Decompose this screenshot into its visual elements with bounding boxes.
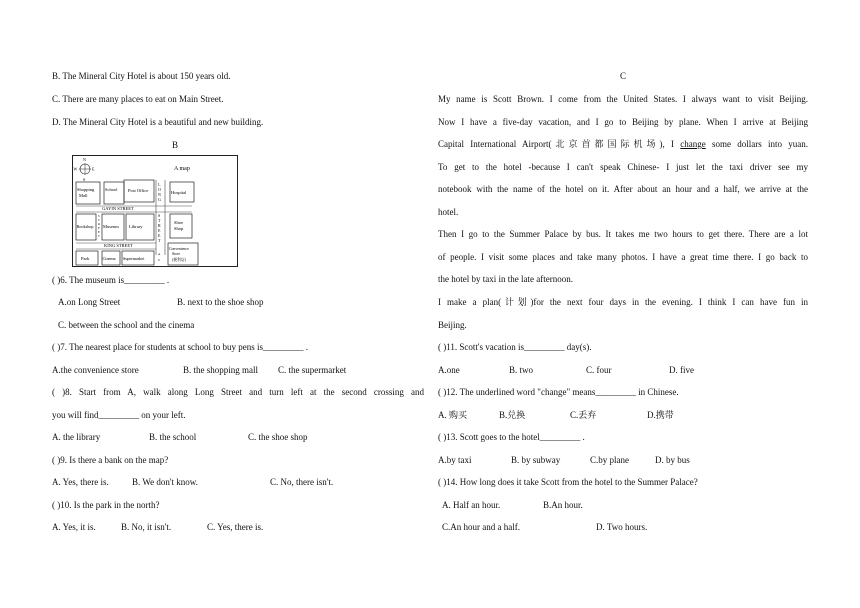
q12-option-c: C.丢弃: [570, 410, 597, 420]
map-park: Park: [81, 256, 90, 261]
convenience-label-1: Convenience: [169, 247, 189, 251]
q10-option-a: A. Yes, it is.: [52, 522, 96, 532]
svg-text:O: O: [158, 187, 161, 192]
gayin-street-label: GAYIN STREET: [102, 206, 134, 211]
svg-text:R: R: [158, 223, 161, 228]
svg-text:N: N: [158, 192, 161, 197]
svg-text:R: R: [98, 222, 101, 226]
svg-text:G: G: [158, 197, 161, 202]
question-8-line-2: you will find_________ on your left.: [52, 410, 186, 420]
q7-option-b: B. the shopping mall: [183, 365, 258, 375]
svg-text:E: E: [98, 230, 100, 234]
svg-text:L: L: [158, 182, 161, 187]
question-7: ( )7. The nearest place for students at school to buy pens is_________ .: [52, 342, 309, 352]
passage-line-1: My name is Scott Brown. I come from the United States. I always want to visit Beijing.: [438, 94, 808, 104]
passage-line-2: Now I have a five-day vacation, and I go to Beijing by plane. When I arrive at Beijing: [438, 117, 808, 127]
shoe-shop-label-1: Shoe: [174, 220, 183, 225]
option-c: C. There are many places to eat on Main Street.: [52, 94, 224, 104]
map-bookshop: Bookshop: [76, 224, 94, 229]
q10-option-b: B. No, it isn't.: [121, 522, 172, 532]
q11-option-d: D. five: [669, 365, 694, 375]
q9-option-a: A. Yes, there is.: [52, 477, 109, 487]
q12-option-d: D.携带: [647, 410, 674, 420]
q13-option-c: C.by plane: [590, 455, 629, 465]
svg-text:E: E: [158, 233, 161, 238]
map-hospital: Hospital: [171, 190, 187, 195]
passage-line-8: of people. I visit some places and take many photos. I have a great time there. I go back to: [438, 252, 808, 262]
compass-e: E: [92, 166, 95, 172]
q8-option-b: B. the school: [149, 432, 197, 442]
q8-option-a: A. the library: [52, 432, 101, 442]
section-b-heading: B: [172, 140, 179, 150]
passage-line-6: hotel.: [438, 207, 459, 217]
map-supermarket: Supermarket: [123, 256, 145, 261]
q12-option-b: B.兑换: [499, 410, 526, 420]
q11-option-b: B. two: [509, 365, 534, 375]
street-map: [72, 155, 238, 267]
passage-line-3: Capital International Airport(北京首都国际机场), I change some dollars into yuan.: [438, 139, 808, 149]
svg-text:T: T: [158, 238, 161, 243]
q11-option-a: A.one: [438, 365, 460, 375]
compass-s: S: [83, 177, 86, 182]
passage-line-4: To get to the hotel -because I can't speak Chinese- I just let the taxi driver see my: [438, 162, 808, 172]
compass-w: W: [73, 166, 78, 172]
question-12: ( )12. The underlined word "change" means_________ in Chinese.: [438, 387, 679, 397]
svg-text:S: S: [158, 213, 161, 218]
svg-text:A: A: [158, 252, 161, 256]
map-cinema: Cinema: [102, 256, 116, 261]
q13-option-d: D. by bus: [655, 455, 690, 465]
map-museum: Museum: [103, 224, 119, 229]
map-post-office: Post Office: [128, 188, 149, 193]
q9-option-c: C. No, there isn't.: [270, 477, 334, 487]
q11-option-c: C. four: [586, 365, 612, 375]
q10-option-c: C. Yes, there is.: [207, 522, 264, 532]
question-10: ( )10. Is the park in the north?: [52, 500, 160, 510]
king-street-label: KING STREET: [104, 243, 133, 248]
svg-text:T: T: [98, 234, 100, 238]
q14-option-a: A. Half an hour.: [442, 500, 501, 510]
map-a-label: A map: [174, 166, 190, 172]
shoe-shop-label-2: Shop: [174, 226, 184, 231]
question-13: ( )13. Scott goes to the hotel_________ .: [438, 432, 585, 442]
passage-line-7: Then I go to the Summer Palace by bus. It takes me two hours to get there. There are a lot: [438, 229, 808, 239]
q12-option-a: A. 购买: [438, 410, 467, 420]
q7-option-c: C. the supermarket: [278, 365, 347, 375]
q8-option-c: C. the shoe shop: [248, 432, 308, 442]
shopping-label-2: Mall: [79, 193, 88, 198]
svg-text:E: E: [158, 228, 161, 233]
passage-line-9: the hotel by taxi in the late afternoon.: [438, 274, 573, 284]
question-14: ( )14. How long does it take Scott from the hotel to the Summer Palace?: [438, 477, 698, 487]
convenience-label-3: (便利店): [172, 258, 186, 262]
svg-text:S: S: [98, 214, 100, 218]
passage-line-10: I make a plan(计划)for the next four days in the evening. I think I can have fun in: [438, 297, 808, 307]
option-b: B. The Mineral City Hotel is about 150 years old.: [52, 71, 231, 81]
option-d: D. The Mineral City Hotel is a beautiful and new building.: [52, 117, 264, 127]
q6-option-a: A.on Long Street: [58, 297, 121, 307]
small-street-label: [98, 214, 100, 238]
q14-option-d: D. Two hours.: [596, 522, 648, 532]
q6-option-b: B. next to the shoe shop: [177, 297, 264, 307]
convenience-label-2: Store: [172, 252, 181, 256]
q13-option-b: B. by subway: [511, 455, 561, 465]
shopping-label-1: Shopping: [77, 187, 95, 192]
svg-text:T: T: [98, 218, 100, 222]
q14-option-c: C.An hour and a half.: [442, 522, 520, 532]
compass-n: N: [83, 157, 86, 162]
underlined-word: change: [680, 139, 706, 149]
q7-option-a: A.the convenience store: [52, 365, 139, 375]
passage-line-11: Beijing.: [438, 320, 467, 330]
map-school: School: [105, 187, 118, 192]
q9-option-b: B. We don't know.: [132, 477, 198, 487]
q6-option-c: C. between the school and the cinema: [58, 320, 195, 330]
question-6: ( )6. The museum is_________ .: [52, 275, 170, 285]
q13-option-a: A.by taxi: [438, 455, 472, 465]
q14-option-b: B.An hour.: [543, 500, 583, 510]
svg-text:E: E: [98, 226, 100, 230]
question-8-line-1: ( )8. Start from A, walk along Long Street and turn left at the second crossing and: [52, 387, 424, 397]
passage-line-5: notebook with the name of the hotel on it. After about an hour and a half, we arrive at the: [438, 184, 808, 194]
question-11: ( )11. Scott's vacation is_________ day(s).: [438, 342, 592, 352]
svg-text:T: T: [158, 218, 161, 223]
svg-text:S: S: [158, 258, 160, 262]
question-9: ( )9. Is there a bank on the map?: [52, 455, 169, 465]
map-library: Library: [129, 224, 143, 229]
section-c-heading: C: [619, 71, 626, 81]
